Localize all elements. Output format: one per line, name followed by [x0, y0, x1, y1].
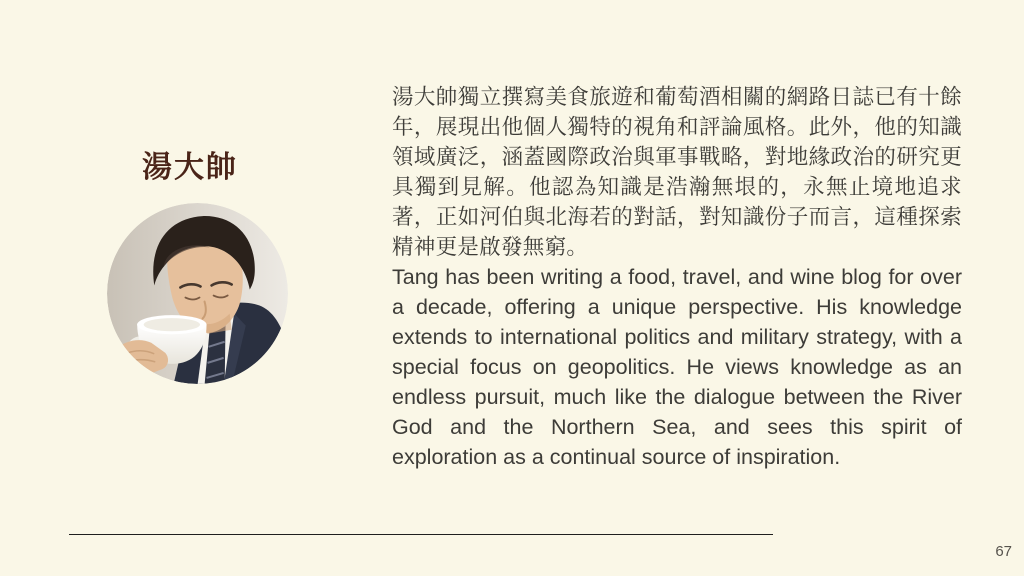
- footer-divider: [69, 534, 773, 535]
- person-drinking-tea-icon: [107, 203, 288, 384]
- bio-paragraph-english: Tang has been writing a food, travel, and wine blog for over a decade, offering a unique perspective. His knowledge extends to international politics and military strategy, with a special focus on geopolitics. He views knowledge as an endless pursuit, much like the dialogue between the River God and the Northern Sea, and sees this spirit of exploration as a continual source of inspiration.: [392, 265, 962, 469]
- bio-text-block: [392, 82, 962, 472]
- page-number: 67: [995, 543, 1012, 560]
- profile-photo: [107, 203, 288, 384]
- bio-paragraph-chinese: 湯大帥獨立撰寫美食旅遊和葡萄酒相關的網路日誌已有十餘年，展現出他個人獨特的視角和評論風格。此外，他的知識領域廣泛，涵蓋國際政治與軍事戰略，對地緣政治的研究更具獨到見解。他認為知識是浩瀚無垠的，永無止境地追求著，正如河伯與北海若的對話，對知識份子而言，這種探索精神更是啟發無窮。: [392, 85, 962, 259]
- profile-name: 湯大帥: [142, 151, 238, 184]
